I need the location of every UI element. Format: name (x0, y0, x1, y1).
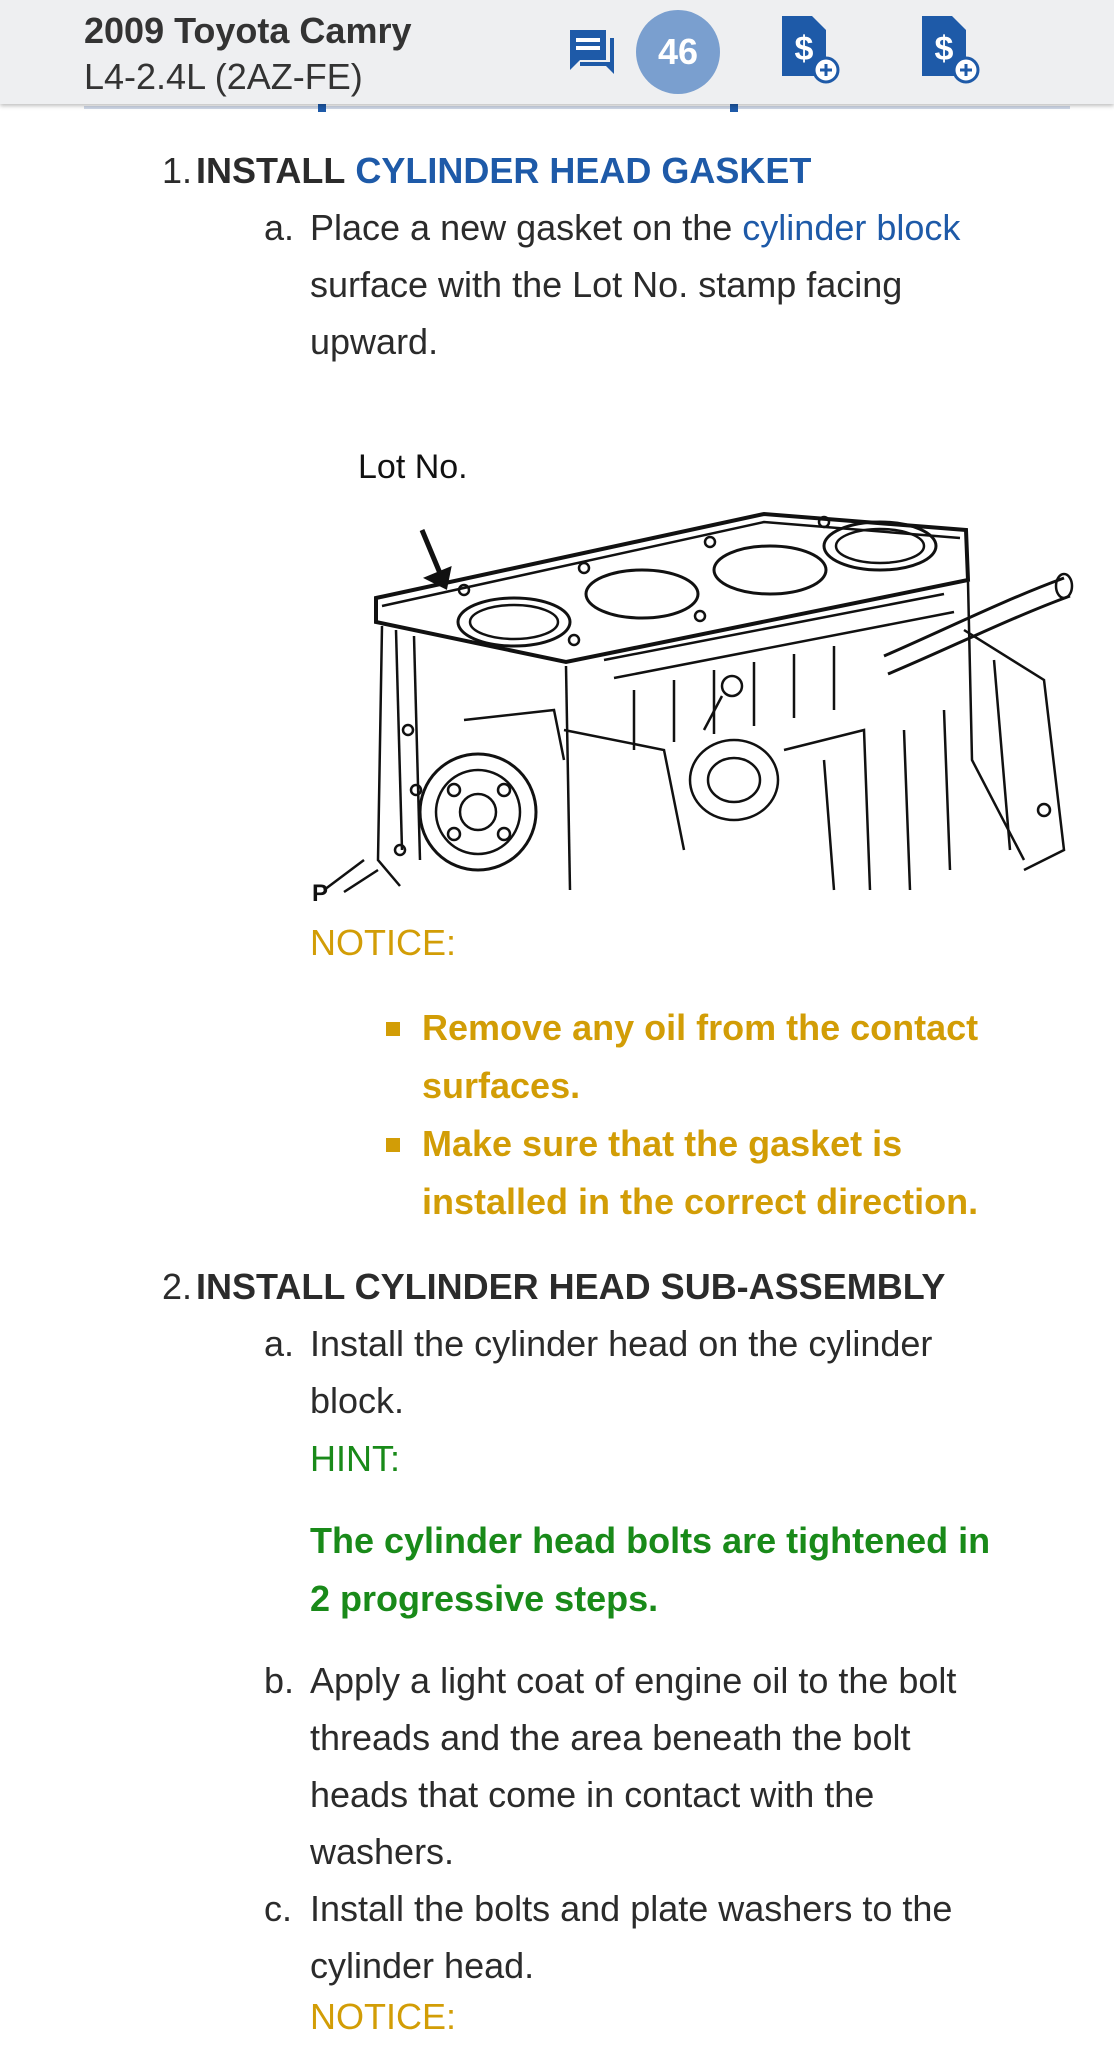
notice-label: NOTICE: (310, 922, 457, 963)
notification-badge[interactable]: 46 (636, 10, 720, 94)
document-dollar-add-icon[interactable] (914, 14, 986, 86)
figure-corner-mark: P (312, 880, 329, 907)
app-header (0, 0, 1114, 104)
scrolled-text-fragment (318, 104, 326, 112)
notice-label: NOTICE: (310, 1996, 457, 2037)
notice-item-line: surfaces. (422, 1065, 581, 1106)
substep-letter: c. (264, 1888, 293, 1929)
chat-icon[interactable] (566, 26, 616, 76)
svg-text:$: $ (934, 30, 954, 68)
substep-line: Install the bolts and plate washers to the (310, 1888, 953, 1929)
substep-letter: a. (264, 207, 295, 248)
substep-line: heads that come in contact with the (310, 1774, 875, 1815)
substep-line: threads and the area beneath the bolt (310, 1717, 911, 1758)
figure-label-lot-no: Lot No. (358, 448, 468, 486)
notice-item-line: installed in the correct direction. (422, 1181, 979, 1222)
cylinder-head-gasket-link[interactable]: CYLINDER HEAD GASKET (355, 150, 812, 191)
substep-line: block. (310, 1380, 405, 1421)
cylinder-block-link[interactable]: cylinder block (742, 207, 961, 248)
substep-line: washers. (310, 1831, 455, 1872)
substep-line: surface with the Lot No. stamp facing (310, 264, 903, 305)
step-number: 1. (161, 150, 192, 191)
step-title-prefix: INSTALL (196, 150, 346, 191)
hint-label: HINT: (310, 1438, 400, 1479)
step-title: INSTALL CYLINDER HEAD SUB-ASSEMBLY (196, 1266, 946, 1307)
document-dollar-add-icon[interactable] (774, 14, 846, 86)
scrolled-text-fragment (730, 104, 738, 112)
substep-letter: b. (264, 1660, 295, 1701)
engine-block-illustration (304, 430, 1074, 900)
substep-line: Install the cylinder head on the cylinder (310, 1323, 933, 1364)
svg-text:$: $ (794, 30, 814, 68)
vehicle-title: 2009 Toyota Camry (84, 10, 412, 51)
bullet-icon (386, 1138, 400, 1152)
notice-item-line: Make sure that the gasket is (422, 1123, 903, 1164)
substep-line (310, 199, 960, 256)
step-number: 2. (161, 1266, 192, 1307)
substep-line: Apply a light coat of engine oil to the bolt (310, 1660, 957, 1701)
substep-text: Place a new gasket on the (310, 207, 733, 248)
substep-line: cylinder head. (310, 1945, 535, 1986)
hint-text-line: The cylinder head bolts are tightened in (310, 1520, 991, 1561)
gasket-installation-figure (304, 430, 1074, 907)
scrolled-content-edge (84, 106, 1070, 109)
bullet-icon (386, 1022, 400, 1036)
notice-item-line: Remove any oil from the contact (422, 1007, 979, 1048)
substep-line: upward. (310, 321, 439, 362)
hint-text-line: 2 progressive steps. (310, 1578, 659, 1619)
substep-letter: a. (264, 1323, 295, 1364)
engine-subtitle: L4-2.4L (2AZ-FE) (84, 56, 363, 97)
